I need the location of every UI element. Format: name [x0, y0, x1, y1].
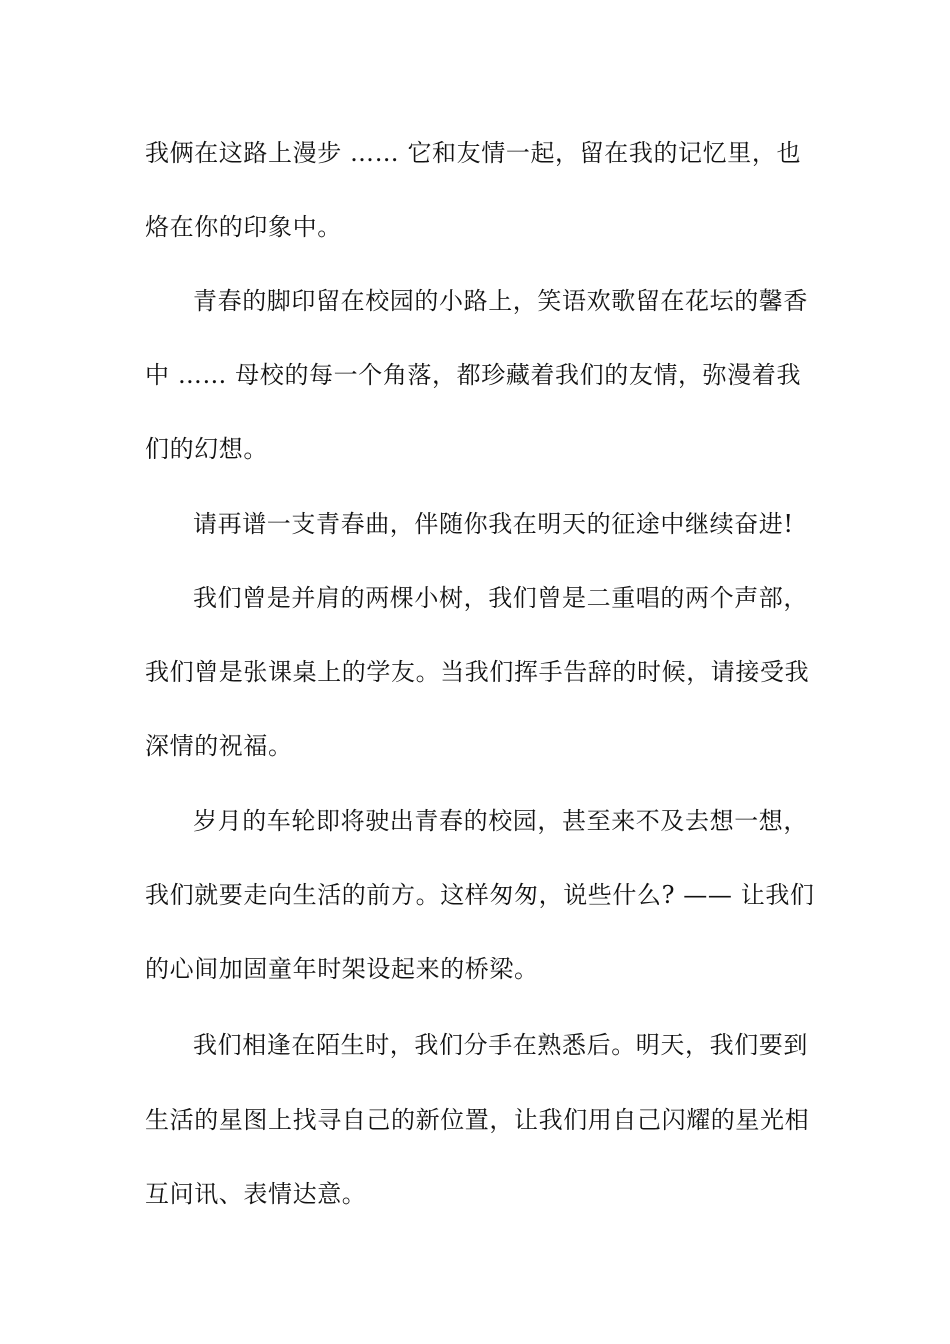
paragraph-line: 我俩在这路上漫步 …… 它和友情一起，留在我的记忆里，也	[145, 139, 802, 167]
paragraph-line: 生活的星图上找寻自己的新位置，让我们用自己闪耀的星光相	[145, 1106, 810, 1134]
paragraph-line: 深情的祝福。	[145, 732, 293, 760]
paragraph-line: 岁月的车轮即将驶出青春的校园，甚至来不及去想一想，	[193, 807, 808, 835]
paragraph-line: 的心间加固童年时架设起来的桥梁。	[145, 955, 539, 983]
paragraph-line: 中 …… 母校的每一个角落，都珍藏着我们的友情，弥漫着我	[145, 361, 802, 389]
paragraph-line: 我们曾是并肩的两棵小树，我们曾是二重唱的两个声部，	[193, 584, 808, 612]
paragraph-line: 青春的脚印留在校园的小路上，笑语欢歌留在花坛的馨香	[193, 287, 808, 315]
paragraph-line: 我们曾是张课桌上的学友。当我们挥手告辞的时候，请接受我	[145, 658, 810, 686]
paragraph-line: 烙在你的印象中。	[145, 213, 342, 241]
paragraph-line: 互问讯、表情达意。	[145, 1180, 367, 1208]
paragraph-line: 们的幻想。	[145, 435, 268, 463]
paragraph-line: 我们就要走向生活的前方。这样匆匆，说些什么? —— 让我们	[145, 881, 815, 909]
paragraph-line: 请再谱一支青春曲，伴随你我在明天的征途中继续奋进!	[193, 510, 794, 538]
paragraph-line: 我们相逢在陌生时，我们分手在熟悉后。明天，我们要到	[193, 1031, 808, 1059]
